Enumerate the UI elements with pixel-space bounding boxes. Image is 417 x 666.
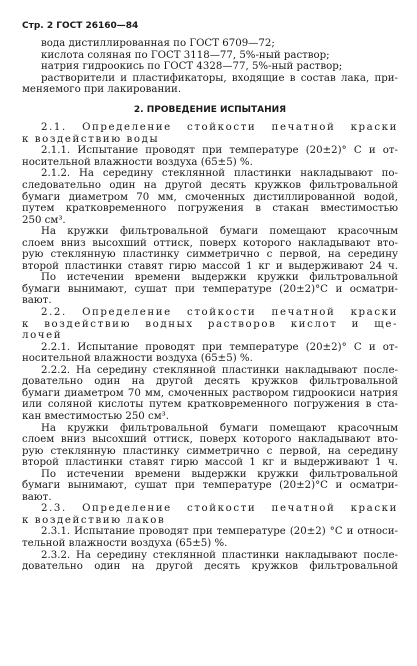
paragraph-line: 2.3.2. На середину стеклянной пластинки накладывают после-: [41, 549, 398, 561]
reagent-line: натрия гидроокись по ГОСТ 4328—77, 5%-ный раствор;: [41, 61, 343, 73]
clause-heading: 2.1. Определение стойкости печатной краски: [41, 122, 398, 134]
clause-heading: к воздействию лаков: [22, 514, 166, 526]
paragraph-line: довательно один на другой десять кружков фильтровальной: [22, 561, 398, 573]
page-header: Стр. 2 ГОСТ 26160—84: [22, 21, 139, 31]
clause-heading: к воздействию водных растворов кислот и ще-: [22, 318, 398, 330]
clause-heading: 2.2. Определение стойкости печатной краски: [41, 307, 398, 319]
paragraph-line: второй пластинки ставят гирю массой 1 кг и выдерживают 24 ч.: [22, 260, 398, 272]
clause-heading: 2.3. Определение стойкости печатной краски: [41, 503, 398, 515]
paragraph-line: 2.1.2. На середину стеклянной пластинки накладывают по-: [41, 168, 398, 180]
paragraph-line: или соляной кислоты путем кратковременного погружения в ста-: [22, 399, 398, 411]
paragraph-line: кан вместимостью 250 см³.: [22, 410, 169, 422]
paragraph-line: слоем вниз высохший оттиск, поверх которого накладывают вто-: [22, 237, 398, 249]
paragraph-line: слоем вниз высохший оттиск, поверх которого накладывают вто-: [22, 434, 398, 446]
clause-heading: лочей: [22, 330, 63, 342]
reagent-line: кислота соляная по ГОСТ 3118—77, 5%-ный раствор;: [41, 49, 330, 61]
paragraph-line: 2.2.1. Испытание проводят при температуре (20±2)° С и от-: [41, 341, 398, 353]
reagent-line: меняемого при лакировании.: [22, 84, 182, 96]
reagent-line: растворители и пластификаторы, входящие в состав лака, при-: [41, 72, 398, 84]
paragraph-line: На кружки фильтровальной бумаги помещают красочным: [41, 422, 398, 434]
paragraph-line: бумаги диаметром 70 мм, смоченных раствором гидроокиси натрия: [22, 387, 398, 399]
paragraph-line: носительной влажности воздуха (65±5) %.: [22, 156, 253, 168]
reagent-line: вода дистиллированная по ГОСТ 6709—72;: [41, 38, 275, 49]
paragraph-line: носительной влажности воздуха (65±5) %.: [22, 353, 253, 365]
paragraph-line: бумаги диаметром 70 мм, смоченных дистиллированной водой,: [22, 191, 398, 203]
document-body: [22, 38, 398, 573]
paragraph-line: вают.: [22, 491, 52, 503]
paragraph-line: 250 см³.: [22, 214, 66, 226]
clause-heading: к воздействию воды: [22, 133, 160, 145]
paragraph-line: На кружки фильтровальной бумаги помещают красочным: [41, 226, 398, 238]
paragraph-line: рую стеклянную пластинку симметрично с первой, на середину: [22, 249, 398, 261]
paragraph-line: 2.1.1. Испытание проводят при температуре (20±2)° С и от-: [41, 145, 398, 157]
paragraph-line: рую стеклянную пластинку симметрично с первой, на середину: [22, 445, 398, 457]
paragraph-line: бумаги вынимают, сушат при температуре (20±2)°С и осматри-: [22, 480, 398, 492]
paragraph-line: следовательно один на другой десять кружков фильтровальной: [22, 180, 398, 192]
section-title: 2. ПРОВЕДЕНИЕ ИСПЫТАНИЯ: [133, 104, 287, 115]
paragraph-line: тельной влажности воздуха (65±5) %.: [22, 537, 228, 549]
paragraph-line: второй пластинки ставят гирю массой 1 кг и выдерживают 1 ч.: [22, 457, 398, 469]
paragraph-line: 2.2.2. На середину стеклянной пластинки накладывают после-: [41, 364, 398, 376]
paragraph-line: вают.: [22, 295, 52, 307]
paragraph-line: бумаги вынимают, сушат при температуре (20±2)°С и осматри-: [22, 283, 398, 295]
paragraph-line: путем кратковременного погружения в стакан вместимостью: [22, 203, 398, 215]
paragraph-line: По истечении времени выдержки кружки фильтровальной: [41, 468, 398, 480]
paragraph-line: довательно один на другой десять кружков фильтровальной: [22, 376, 398, 388]
paragraph-line: 2.3.1. Испытание проводят при температуре (20±2) °С и относи-: [41, 526, 398, 538]
paragraph-line: По истечении времени выдержки кружки фильтровальной: [41, 272, 398, 284]
